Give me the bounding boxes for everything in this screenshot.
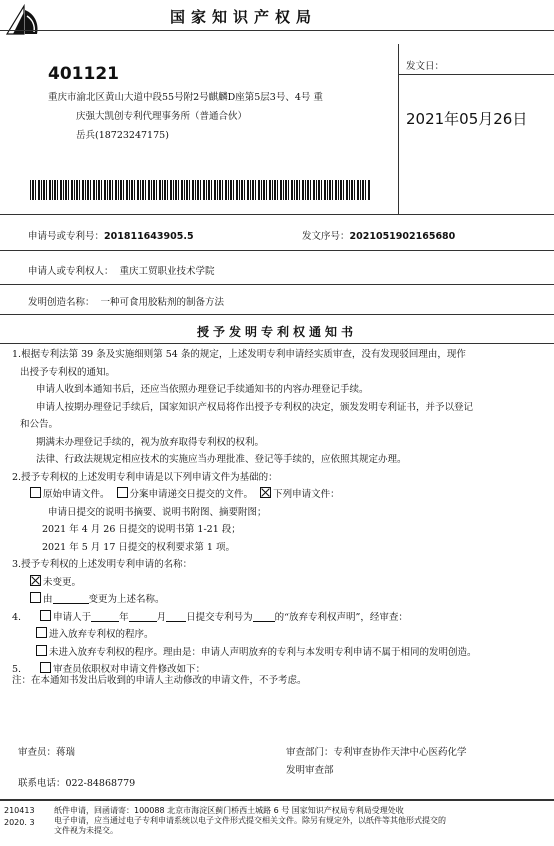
examiner: 审查员：蒋瑞: [18, 747, 76, 758]
blank-field: [129, 611, 157, 622]
date-box-rule: [398, 74, 554, 75]
paragraph-1c: 期满未办理登记手续的，视为放弃取得专利权的权利。: [36, 436, 265, 448]
waiver-accepted-text: 进入放弃专利权的程序。: [49, 629, 154, 640]
name-option-changed: [12, 591, 542, 609]
checkbox-unchanged[interactable]: [30, 575, 41, 586]
applicant-name: 重庆工贸职业技术学院: [119, 266, 215, 277]
address-line: 重庆市渝北区黄山大道中段55号附2号麒麟D座第5层3号、4号 重: [48, 92, 323, 103]
paragraph-1a: 申请人收到本通知书后，还应当依照办理登记手续通知书的内容办理登记手续。: [36, 384, 369, 395]
examining-dept: 审查部门：专利审查协作天津中心医药化学: [286, 747, 467, 758]
waiver-text-b: 年: [119, 611, 129, 623]
invention-row: [28, 294, 224, 308]
paragraph-4-number: 4.: [12, 611, 22, 623]
blank-field: [53, 593, 89, 604]
cnipa-logo: [5, 4, 43, 36]
checkbox-changed[interactable]: [30, 592, 41, 603]
form-code: 210413: [4, 806, 35, 815]
barcode: [30, 180, 370, 200]
header-rule: [0, 30, 554, 31]
notice-body: [12, 346, 542, 679]
office-name: 国家知识产权局: [170, 8, 318, 26]
checkbox-divisional[interactable]: [117, 487, 128, 498]
date-box-border: [398, 44, 399, 214]
paragraph-3: 3.授予专利权的上述发明专利申请的名称：: [12, 559, 193, 570]
footer-line: 电子申请，应当通过电子专利申请系统以电子文件形式提交相关文件。除另有规定外，以纸件等其他形式提交的: [54, 816, 446, 825]
contact-phone: 联系电话：022-84868779: [18, 778, 136, 789]
checkbox-waiver[interactable]: [40, 610, 51, 621]
paragraph-4: [12, 609, 542, 627]
address-line: 庆强大凯创专利代理事务所（普通合伙）: [76, 111, 248, 122]
basis-options: [12, 486, 542, 504]
application-number: 201811643905.5: [104, 231, 194, 242]
waiver-rejected-text: 未进入放弃专利权的程序。理由是：申请人声明放弃的专利与本发明专利申请不属于相同的发明创造。: [49, 646, 477, 658]
option-divisional: 分案申请递交日提交的文件。: [129, 489, 254, 500]
paragraph-1b: 申请人按期办理登记手续后，国家知识产权局将作出授予专利权的决定，颁发发明专利证书，并予以登记: [36, 401, 474, 413]
basis-doc-3: 2021 年 5 月 17 日提交的权利要求第 1 项。: [42, 541, 235, 553]
option-changed-to: 变更为上述名称。: [88, 594, 165, 605]
paragraph-1: 1.根据专利法第 39 条及实施细则第 54 条的规定，上述发明专利申请经实质审查，没有发现驳回理由，现作: [12, 349, 466, 360]
paragraph-2: 2.授予专利权的上述发明专利申请是以下列申请文件为基础的：: [12, 471, 278, 483]
applicant-row: [28, 263, 215, 277]
basis-doc-2: 2021 年 4 月 26 日提交的说明书第 1-21 段；: [42, 524, 241, 535]
invention-title: 一种可食用胶粘剂的制备方法: [100, 297, 225, 308]
basis-doc-1: 申请日提交的说明书摘要、说明书附图、摘要附图；: [48, 506, 267, 518]
checkbox-waiver-rejected[interactable]: [36, 645, 47, 656]
application-number-label: 申请号或专利号：: [28, 231, 105, 242]
paragraph-5-number: 5.: [12, 664, 22, 675]
name-option-unchanged: [12, 574, 542, 592]
notice-title: 授予发明专利权通知书: [196, 325, 357, 339]
checkbox-original[interactable]: [30, 487, 41, 498]
application-number-row: [28, 228, 194, 242]
option-changed-from: 由: [43, 594, 53, 605]
checkbox-waiver-accepted[interactable]: [36, 627, 47, 638]
form-version: 2020. 3: [4, 818, 35, 827]
recipient-address: [48, 88, 378, 145]
notice-note: 注：在本通知书发出后收到的申请人主动修改的申请文件，不予考虑。: [12, 675, 307, 686]
waiver-text-a: 申请人于: [53, 611, 92, 623]
table-rule: [0, 250, 554, 251]
waiver-text-c: 月: [156, 611, 167, 623]
footer-line: 纸件申请，回函请寄：100088 北京市海淀区蓟门桥西土城路 6 号 国家知识产权局专利局受理处收: [54, 806, 404, 815]
option-unchanged: 未变更。: [43, 576, 82, 588]
table-rule: [0, 214, 554, 215]
footer-rule: [0, 799, 554, 801]
waiver-text-d: 日提交专利号为: [186, 611, 253, 623]
table-rule: [0, 284, 554, 285]
invention-label: 发明创造名称：: [28, 297, 95, 308]
option-following-docs: 下列申请文件：: [273, 489, 340, 500]
document-number-label: 发文序号：: [302, 231, 350, 242]
option-original: 原始申请文件。: [43, 489, 110, 500]
checkbox-following-docs[interactable]: [260, 487, 271, 498]
examining-dept-cont: 发明审查部: [286, 765, 334, 776]
issue-date: 2021年05月26日: [406, 110, 528, 128]
postcode: 401121: [48, 64, 119, 84]
blank-field: [166, 611, 186, 622]
footer-notes: [54, 806, 550, 836]
applicant-label: 申请人或专利权人：: [28, 266, 114, 277]
footer-line: 文件视为未提交。: [54, 826, 118, 835]
paragraph-1-cont: 出授予专利权的通知。: [20, 366, 116, 378]
waiver-option-1: [12, 626, 542, 644]
title-rule: [0, 343, 554, 344]
blank-field: [91, 611, 119, 622]
paragraph-1b-cont: 和公告。: [20, 419, 59, 430]
waiver-option-2: [12, 644, 542, 662]
examiner-amend-text: 审查员依职权对申请文件修改如下：: [53, 664, 206, 675]
document-number-row: [302, 228, 455, 242]
blank-field: [253, 611, 275, 622]
document-number: 2021051902165680: [349, 231, 456, 242]
waiver-text-e: 的“放弃专利权声明”，经审查：: [274, 611, 408, 623]
issue-date-label: 发文日：: [406, 61, 445, 72]
table-rule: [0, 314, 554, 315]
address-line: 岳兵(18723247175): [76, 130, 169, 141]
paragraph-1d: 法律、行政法规规定相应技术的实施应当办理批准、登记等手续的，应依照其规定办理。: [36, 454, 407, 465]
